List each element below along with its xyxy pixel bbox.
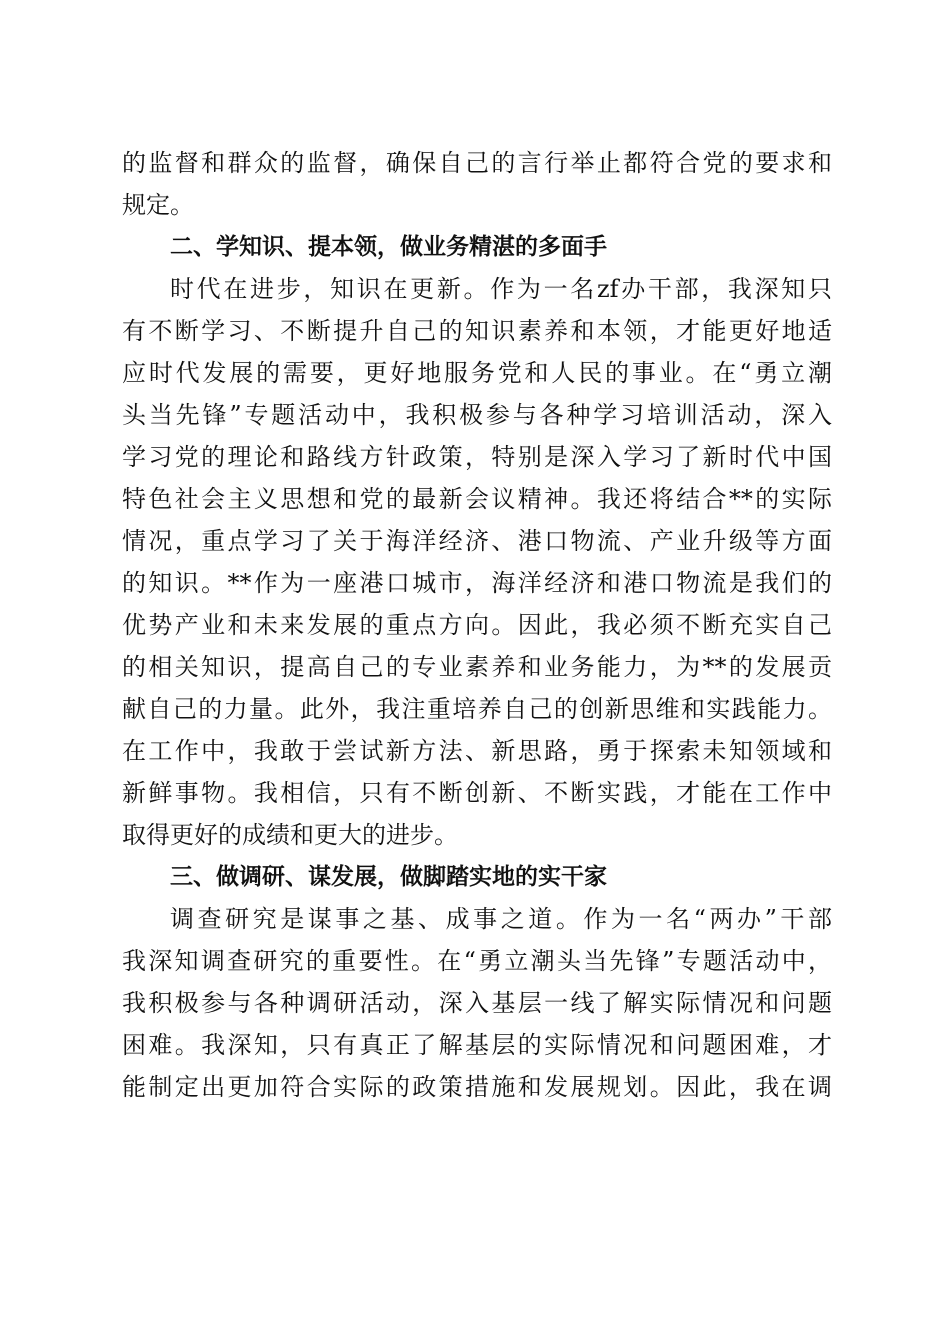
document-body [122, 142, 832, 1108]
paragraph-line: 优势产业和未来发展的重点方向。因此，我必须不断充实自己 [122, 611, 832, 639]
paragraph-line: 学习党的理论和路线方针政策，特别是深入学习了新时代中国 [122, 443, 832, 471]
paragraph-line: 头当先锋”专题活动中，我积极参与各种学习培训活动，深入 [122, 401, 832, 429]
paragraph-line: 在工作中，我敢于尝试新方法、新思路，勇于探索未知领域和 [122, 737, 832, 765]
paragraph-line: 调查研究是谋事之基、成事之道。作为一名“两办”干部 [170, 905, 832, 933]
paragraph-line: 能制定出更加符合实际的政策措施和发展规划。因此，我在调 [122, 1073, 832, 1101]
paragraph-line: 的知识。**作为一座港口城市，海洋经济和港口物流是我们的 [122, 569, 832, 597]
section-heading-3: 三、做调研、谋发展，做脚踏实地的实干家 [170, 864, 607, 890]
paragraph-line: 应时代发展的需要，更好地服务党和人民的事业。在“勇立潮 [122, 359, 832, 387]
paragraph-line: 有不断学习、不断提升自己的知识素养和本领，才能更好地适 [122, 317, 832, 345]
paragraph-line: 规定。 [122, 191, 194, 219]
paragraph-line: 取得更好的成绩和更大的进步。 [122, 821, 458, 849]
paragraph-line: 我深知调查研究的重要性。在“勇立潮头当先锋”专题活动中， [122, 947, 832, 975]
paragraph-line: 的监督和群众的监督，确保自己的言行举止都符合党的要求和 [122, 149, 832, 177]
paragraph-line: 困难。我深知，只有真正了解基层的实际情况和问题困难，才 [122, 1031, 832, 1059]
paragraph-line: 特色社会主义思想和党的最新会议精神。我还将结合**的实际 [122, 485, 832, 513]
paragraph-line: 献自己的力量。此外，我注重培养自己的创新思维和实践能力。 [122, 695, 832, 723]
section-heading-2: 二、学知识、提本领，做业务精湛的多面手 [170, 234, 607, 260]
paragraph-line: 新鲜事物。我相信，只有不断创新、不断实践，才能在工作中 [122, 779, 832, 807]
paragraph-line: 我积极参与各种调研活动，深入基层一线了解实际情况和问题 [122, 989, 832, 1017]
paragraph-line: 的相关知识，提高自己的专业素养和业务能力，为**的发展贡 [122, 653, 832, 681]
paragraph-line: 情况，重点学习了关于海洋经济、港口物流、产业升级等方面 [122, 527, 832, 555]
paragraph-line: 时代在进步，知识在更新。作为一名zf办干部，我深知只 [170, 275, 832, 303]
